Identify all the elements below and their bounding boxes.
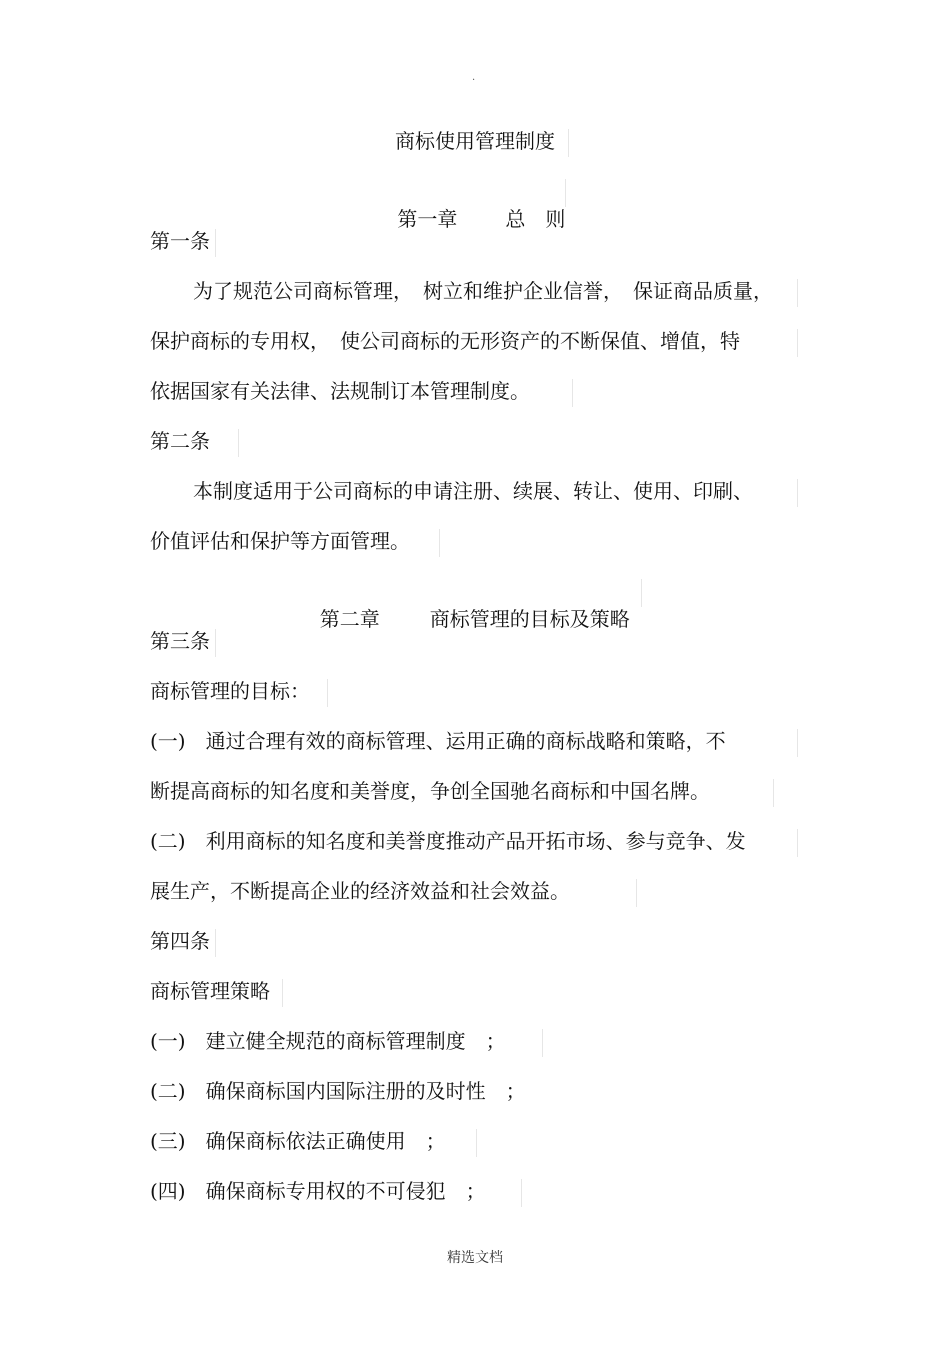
article-3-intro: 商标管理的目标：: [150, 679, 310, 703]
article-3-line-3: (二) 利用商标的知名度和美誉度推动产品开拓市场、参与竞争、发: [150, 829, 746, 853]
chapter-1-heading: [0, 177, 950, 233]
article-3-line-1: (一) 通过合理有效的商标管理、运用正确的商标战略和策略，不: [150, 729, 726, 753]
margin-mark: [238, 429, 239, 457]
article-2-label: 第二条: [150, 429, 210, 453]
chapter-2-number: 第二章: [319, 607, 380, 631]
article-1-line-2: 保护商标的专用权， 使公司商标的无形资产的不断保值、增值，特: [150, 329, 740, 353]
margin-mark: [542, 1029, 543, 1057]
chapter-2-heading: [307, 577, 630, 633]
margin-mark: [797, 279, 798, 307]
margin-mark: [797, 329, 798, 357]
article-4-line-4: (四) 确保商标专用权的不可侵犯 ；: [150, 1179, 486, 1203]
chapter-1-number: 第一章: [397, 207, 458, 231]
margin-mark: [327, 679, 328, 707]
article-3-line-4: 展生产，不断提高企业的经济效益和社会效益。: [150, 879, 570, 903]
margin-mark: [572, 379, 573, 407]
article-4-intro: 商标管理策略: [150, 979, 270, 1003]
article-4-line-1: (一) 建立健全规范的商标管理制度 ；: [150, 1029, 506, 1053]
margin-mark: [797, 479, 798, 507]
margin-mark: [215, 229, 216, 257]
article-2-line-2: 价值评估和保护等方面管理。: [150, 529, 410, 553]
page-footer: 精选文档: [447, 1250, 503, 1266]
margin-mark: [215, 629, 216, 657]
article-2-line-1: 本制度适用于公司商标的申请注册、续展、转让、使用、印刷、: [193, 479, 753, 503]
article-1-label: 第一条: [150, 229, 210, 253]
chapter-1-name: 总 则: [505, 207, 566, 231]
article-1-line-3: 依据国家有关法律、法规制订本管理制度。: [150, 379, 530, 403]
chapter-2-name: 商标管理的目标及策略: [429, 607, 630, 631]
margin-mark: [476, 1129, 477, 1157]
margin-mark: [568, 129, 569, 157]
article-4-label: 第四条: [150, 929, 210, 953]
margin-mark: [565, 179, 566, 207]
document-title: 商标使用管理制度: [395, 129, 555, 153]
margin-mark: [773, 779, 774, 807]
article-3-label: 第三条: [150, 629, 210, 653]
margin-mark: [439, 529, 440, 557]
article-3-line-2: 断提高商标的知名度和美誉度，争创全国驰名商标和中国名牌。: [150, 779, 710, 803]
margin-mark: [282, 979, 283, 1007]
header-dot: .: [472, 72, 476, 83]
margin-mark: [797, 729, 798, 757]
article-4-line-3: (三) 确保商标依法正确使用 ；: [150, 1129, 446, 1153]
article-1-line-1: 为了规范公司商标管理， 树立和维护企业信誉， 保证商品质量，: [193, 279, 773, 303]
margin-mark: [215, 929, 216, 957]
margin-mark: [797, 829, 798, 857]
margin-mark: [521, 1179, 522, 1207]
article-4-line-2: (二) 确保商标国内国际注册的及时性 ；: [150, 1079, 526, 1103]
margin-mark: [636, 879, 637, 907]
margin-mark: [641, 579, 642, 607]
